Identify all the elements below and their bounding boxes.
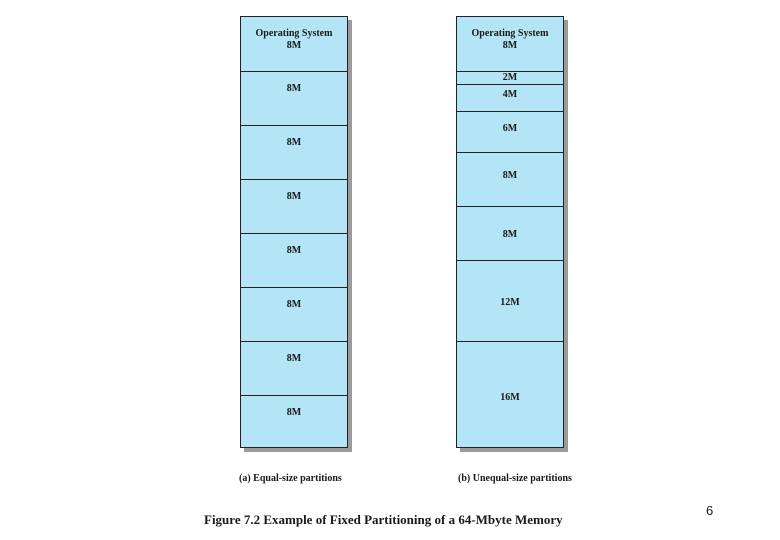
partition (241, 234, 347, 288)
partition-size: 8M (286, 83, 302, 94)
partition-size: 16M (500, 392, 520, 403)
partition (457, 153, 563, 207)
os-partition (457, 17, 563, 72)
partition (457, 85, 563, 112)
partition (241, 126, 347, 180)
partition-size: 8M (502, 170, 518, 181)
unequal-partition-diagram (456, 16, 564, 448)
os-size: 8M (502, 40, 518, 51)
memory-stack (240, 16, 348, 448)
partition-size: 6M (502, 123, 518, 134)
partition (241, 288, 347, 342)
partition (457, 207, 563, 261)
partition (457, 342, 563, 449)
partition-size: 8M (286, 299, 302, 310)
partition (457, 72, 563, 85)
partition-size: 8M (286, 191, 302, 202)
os-size: 8M (286, 40, 302, 51)
partition-size: 8M (286, 407, 302, 418)
page-number: 6 (706, 503, 714, 518)
partition (241, 180, 347, 234)
partition-size: 8M (286, 353, 302, 364)
partition (241, 396, 347, 449)
partition (457, 112, 563, 153)
partition-size: 2M (502, 72, 518, 83)
caption-unequal: (b) Unequal-size partitions (458, 473, 572, 484)
partition (241, 342, 347, 396)
os-partition (241, 17, 347, 72)
memory-stack (456, 16, 564, 448)
figure-caption: Figure 7.2 Example of Fixed Partitioning of a 64-Mbyte Memory (204, 512, 563, 527)
os-title: Operating System (471, 28, 549, 39)
partition-size: 8M (286, 245, 302, 256)
partition-size: 4M (502, 89, 518, 100)
partition (241, 72, 347, 126)
partition (457, 261, 563, 342)
partition-size: 12M (500, 297, 520, 308)
equal-partition-diagram (240, 16, 348, 448)
caption-equal: (a) Equal-size partitions (239, 473, 342, 484)
partition-size: 8M (286, 137, 302, 148)
partition-size: 8M (502, 229, 518, 240)
os-title: Operating System (255, 28, 333, 39)
